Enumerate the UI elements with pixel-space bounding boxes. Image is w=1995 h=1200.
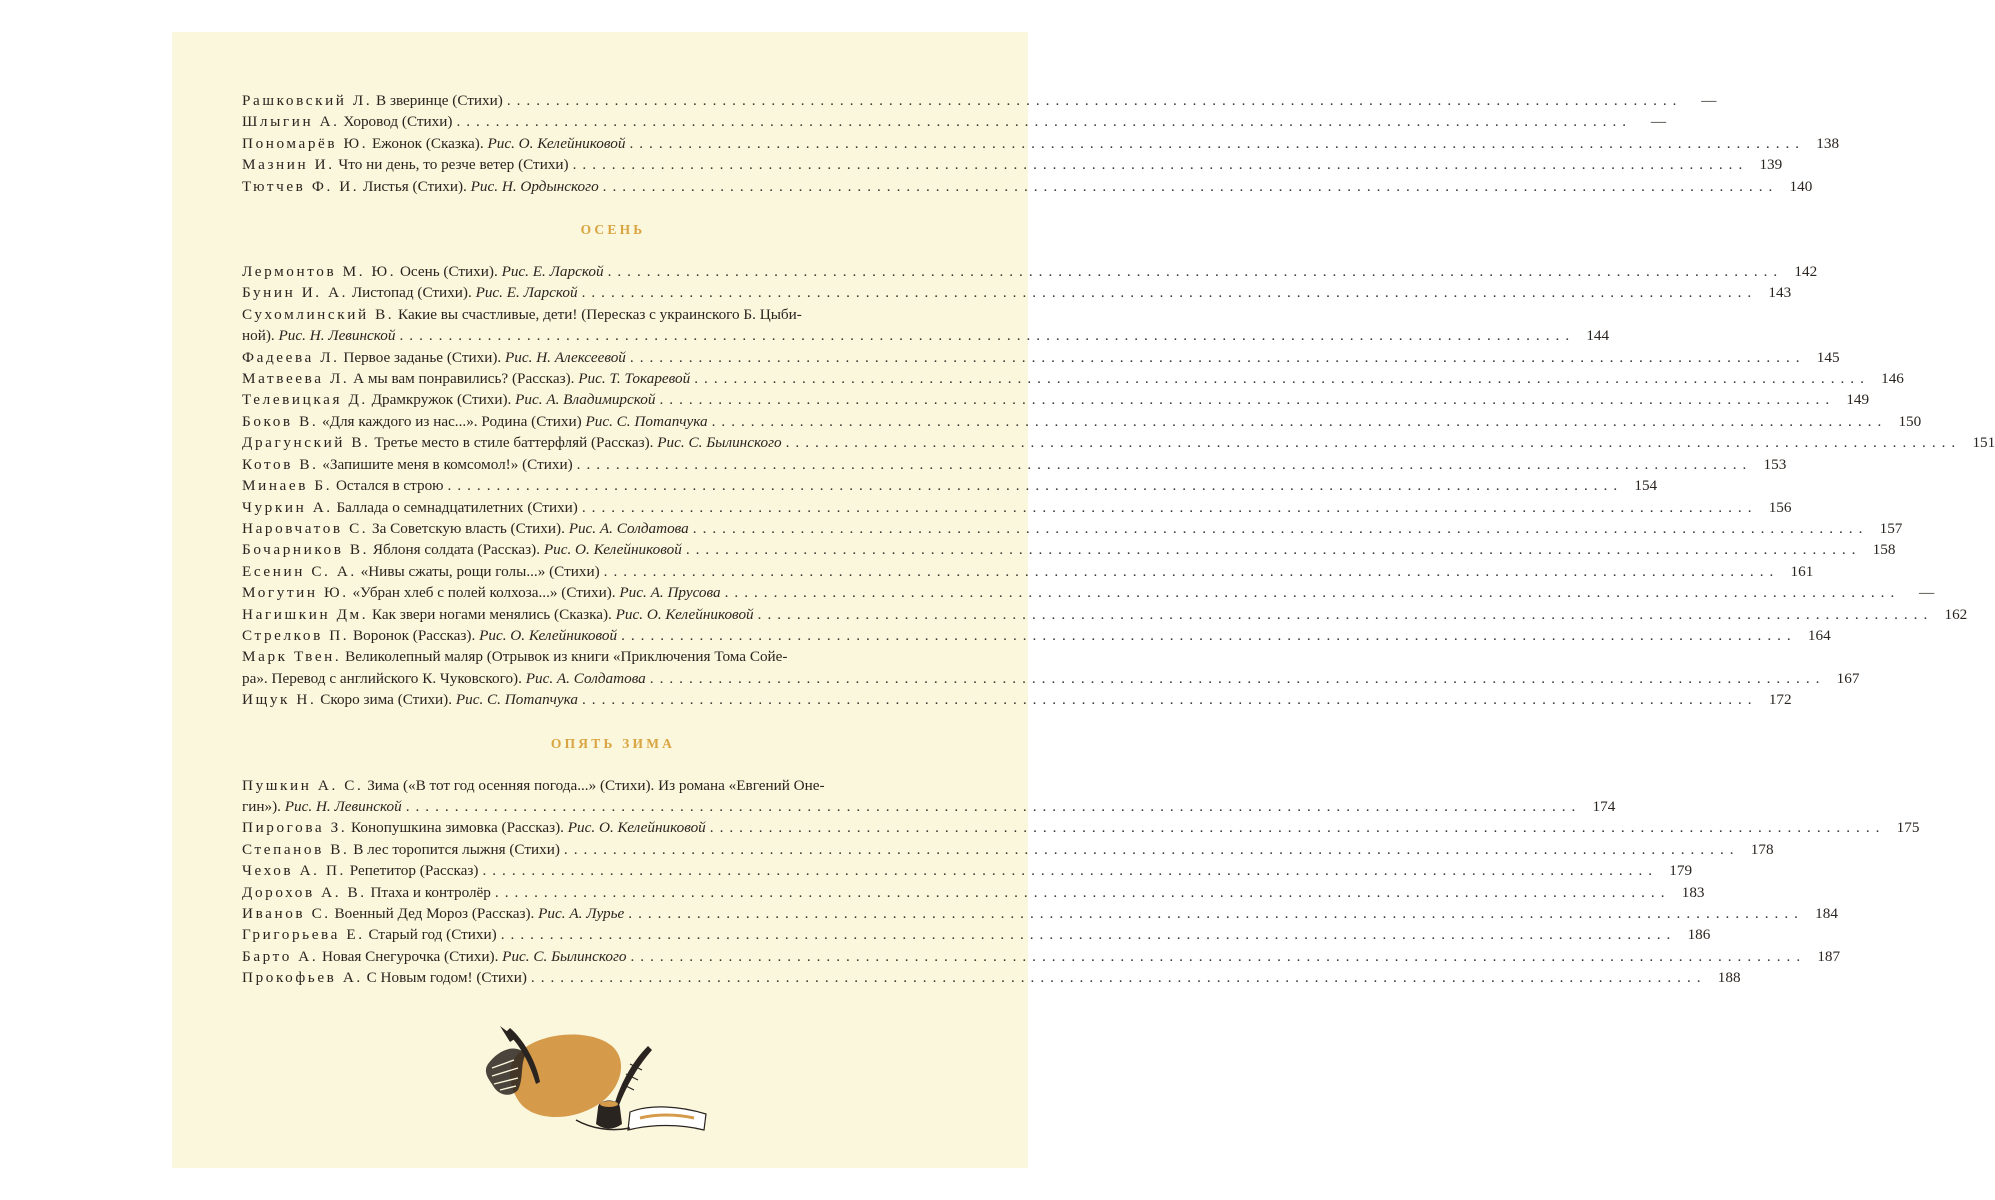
entry-text [242,154,569,175]
entry-page-number: — [1650,113,1667,131]
entry-first-line [242,646,984,667]
entry-line [242,454,1787,475]
entry-author: Рашковский Л. [242,92,373,109]
entry-line [242,411,1922,432]
leader-dots: ........................................................................................................................ [581,284,1758,302]
entry-credit: Рис. С. Потапчука [585,412,708,430]
entry-credit: Рис. А. Солдатова [525,669,646,687]
entry-line [242,176,1813,197]
entry-line [242,882,1705,903]
leader-dots: ........................................................................................................................ [659,391,1836,409]
entry-title-part2: гин»). [242,797,285,815]
leader-dots: ........................................................................................................................ [649,669,1826,687]
book-page [172,32,1995,1168]
entry-page-number: 164 [1807,626,1831,644]
leader-dots: ........................................................................................................................ [602,177,1779,195]
leader-dots: ........................................................................................................................ [692,519,1869,537]
entry-author: Прокофьев А. [242,969,363,987]
entry-line [242,389,1870,410]
entry-page-number: 150 [1898,412,1922,430]
toc-entry[interactable] [242,454,1787,475]
entry-page-number: 153 [1763,455,1787,473]
entry-credit: Рис. А. Владимирской [515,391,656,409]
leader-dots: ........................................................................................................................ [603,562,1780,580]
entry-title: Первое заданье (Стихи). [339,348,505,366]
toc-entry[interactable] [242,604,1968,625]
entry-text [242,518,689,539]
leader-dots: ........................................................................................................................ [628,905,1804,922]
entry-text [242,839,560,860]
entry-page-number: 178 [1750,840,1774,858]
entry-author: Мазнин И. [242,156,335,174]
entry-page-number: 184 [1815,905,1838,922]
entry-last-line [242,796,1616,817]
quill-inkwell-illustration [480,1024,710,1136]
leader-dots: ........................................................................................................................ [576,455,1753,473]
entry-title: «Запишите меня в комсомол!» (Стихи) [318,455,573,473]
entry-title: Как звери ногами менялись (Сказка). [368,605,616,623]
entry-text [242,604,754,625]
entry-text [242,817,706,838]
entry-page-number: 143 [1768,284,1792,302]
entry-title: «Нивы сжаты, рощи голы...» (Стихи) [356,562,600,580]
entry-title: Репетитор (Рассказ) [345,862,479,880]
entry-last-line [242,325,1610,346]
entry-title: Конопушкина зимовка (Рассказ). [347,819,568,837]
entry-author: Котов В. [242,455,319,473]
leader-dots: ........................................................................................................................ [530,969,1707,987]
entry-title: В лес торопится лыжня (Стихи) [349,840,560,858]
toc-entry[interactable] [242,411,1922,432]
toc-entry[interactable] [242,154,1783,175]
entry-first-line [242,304,984,325]
entry-page-number: 138 [1816,134,1840,152]
leader-dots: ........................................................................................................................ [506,92,1683,109]
entry-credit: Рис. Е. Ларской [501,263,604,281]
entry-page-number: 157 [1879,519,1903,537]
entry-line [242,625,1831,646]
entry-page-number: — [1919,584,1935,602]
entry-title: Остался в строю [332,477,444,495]
entry-credit: Рис. О. Келейниковой [567,819,706,837]
entry-author: Могутин Ю. [242,584,349,602]
entry-text [242,668,646,689]
entry-author: Нагишкин Дм. [242,605,369,623]
entry-author: Пушкин А. С. [242,776,364,794]
leader-dots: ........................................................................................................................ [399,327,1576,345]
entry-credit: Рис. С. Былинского [657,434,782,452]
toc-entry[interactable] [242,133,1840,154]
section-heading: ОПЯТЬ ЗИМА [550,735,676,751]
entry-title: За Советскую власть (Стихи). [368,519,569,537]
toc-entry[interactable] [242,582,1935,603]
toc-entry[interactable] [242,347,1840,368]
toc-entry[interactable] [242,111,1667,132]
entry-title: А мы вам понравились? (Рассказ). [349,370,579,388]
toc-entry[interactable] [242,282,1792,303]
toc-entry[interactable] [242,561,1814,582]
leader-dots: ........................................................................................................................ [581,691,1758,709]
toc-entry[interactable] [242,304,1610,347]
leader-dots: ........................................................................................................................ [607,263,1784,281]
entry-author: Матвеева Л. [242,370,350,388]
entry-author: Телевицкая Д. [242,391,368,409]
leader-dots: ........................................................................................................................ [563,840,1740,858]
entry-page-number: 188 [1717,969,1741,987]
entry-text [242,347,626,368]
entry-text [242,475,444,496]
entry-text [242,582,721,603]
entry-page-number: 186 [1687,926,1711,944]
entry-author: Тютчев Ф. И. [242,177,360,195]
toc-entry[interactable] [242,90,1717,111]
entry-author: Бунин И. А. [242,284,349,302]
entry-author: Минаев Б. [242,477,333,495]
leader-dots: ........................................................................................................................ [572,156,1749,174]
entry-author: Стрелков П. [242,626,350,644]
entry-title-part2: ной). [242,327,279,345]
entry-text [242,282,578,303]
entry-page-number: 158 [1872,541,1896,559]
entry-page-number: 140 [1789,177,1813,195]
entry-credit: Рис. Н. Алексеевой [504,348,626,366]
toc-entry[interactable] [242,860,1693,881]
entry-text [242,325,395,346]
table-of-contents [242,90,1995,989]
entry-page-number: 139 [1759,156,1783,174]
entry-title-part1: Зима («В тот год осенняя погода...» (Стихи). Из романа «Евгений Оне- [363,776,825,794]
entry-author: Драгунский В. [242,434,371,452]
entry-line [242,432,1995,453]
entry-text [242,454,573,475]
entry-author: Чехов А. П. [242,862,346,880]
entry-title: Новая Снегурочка (Стихи). [318,947,503,965]
entry-line [242,539,1896,560]
open-book-icon [628,1107,706,1130]
toc-entry[interactable] [242,539,1896,560]
entry-credit: Рис. Т. Токаревой [578,370,691,388]
entry-title: В зверинце (Стихи) [372,92,503,109]
entry-text [242,625,617,646]
entry-page-number: 146 [1881,370,1904,388]
entry-title: С Новым годом! (Стихи) [362,969,527,987]
toc-entry[interactable] [242,497,1792,518]
entry-line [242,967,1741,988]
entry-credit: Рис. О. Келейниковой [543,541,682,559]
entry-line [242,111,1667,132]
section-heading: ОСЕНЬ [580,222,646,238]
entry-title: Птаха и контролёр [366,883,491,901]
toc-entry[interactable] [242,368,1904,389]
entry-title-part1: Какие вы счастливые, дети! (Пересказ с украинского Б. Цыби- [394,305,802,323]
entry-page-number: 175 [1896,819,1920,837]
leader-dots: ........................................................................................................................ [709,819,1886,837]
entry-page-number: 172 [1768,691,1792,709]
section-spacer [242,241,984,261]
entry-line [242,518,1903,539]
leader-dots: ........................................................................................................................ [757,605,1934,623]
toc-entry[interactable] [242,475,1658,496]
entry-title: Баллада о семнадцатилетних (Стихи) [332,498,578,516]
leader-dots: ........................................................................................................................ [456,113,1633,131]
section-spacer [242,711,984,733]
entry-title: Старый год (Стихи) [364,926,497,944]
entry-credit: Рис. Н. Левинской [284,797,402,815]
entry-text [242,497,578,518]
toc-entry[interactable] [242,903,1838,924]
toc-entry[interactable] [242,924,1711,945]
entry-line [242,839,1774,860]
entry-line [242,689,1792,710]
entry-text [242,882,491,903]
entry-text [242,796,402,817]
entry-line [242,604,1968,625]
entry-page-number: 179 [1669,862,1693,880]
toc-entry[interactable] [242,261,1818,282]
leader-dots: ........................................................................................................................ [447,477,1624,495]
entry-line [242,347,1840,368]
entry-page-number: 162 [1944,605,1968,623]
entry-text [242,111,452,132]
entry-title: «Убран хлеб с полей колхоза...» (Стихи). [348,584,620,602]
entry-author: Боков В. [242,412,319,430]
leader-dots: ........................................................................................................................ [494,883,1671,901]
entry-author: Иванов С. [242,905,331,922]
entry-last-line [242,668,1860,689]
entry-text [242,689,578,710]
entry-line [242,903,1838,924]
entry-line [242,924,1711,945]
leader-dots: ........................................................................................................................ [482,862,1659,880]
entry-text [242,368,690,389]
entry-author: Сухомлинский В. [242,305,395,323]
entry-text [242,860,478,881]
section-spacer [242,755,984,775]
leader-dots: ........................................................................................................................ [685,541,1862,559]
entry-line [242,154,1783,175]
leader-dots: ........................................................................................................................ [405,797,1582,815]
entry-page-number: — [1701,92,1717,109]
toc-entry[interactable] [242,689,1792,710]
entry-text [242,903,624,924]
toc-entry[interactable] [242,646,1860,689]
entry-author: Ищук Н. [242,691,317,709]
entry-title: «Для каждого из нас...». Родина (Стихи) [318,412,586,430]
entry-credit: Рис. О. Келейниковой [479,626,618,644]
entry-author: Дорохов А. В. [242,883,367,901]
entry-credit: Рис. Е. Ларской [475,284,578,302]
entry-first-line [242,775,984,796]
entry-credit: Рис. С. Потапчука [455,691,578,709]
entry-credit: Рис. Н. Ордынского [470,177,599,195]
section-spacer [242,197,984,219]
entry-page-number: 144 [1586,327,1610,345]
entry-page-number: 145 [1816,348,1840,366]
toc-entry[interactable] [242,625,1831,646]
entry-title: Яблоня солдата (Рассказ). [369,541,544,559]
entry-text [242,411,708,432]
entry-text [242,389,655,410]
entry-author: Лермонтов М. Ю. [242,263,397,281]
leader-dots: ........................................................................................................................ [621,626,1797,644]
entry-line [242,860,1693,881]
entry-title: Третье место в стиле баттерфляй (Рассказ). [370,434,658,452]
toc-entry[interactable] [242,176,1813,197]
toc-entry[interactable] [242,817,1920,838]
leader-dots: ........................................................................................................................ [630,947,1807,965]
entry-author: Марк Твен. [242,648,342,666]
entry-line [242,368,1904,389]
entry-credit: Рис. Н. Левинской [278,327,396,345]
entry-title: Воронок (Рассказ). [349,626,480,644]
entry-text [242,967,527,988]
entry-credit: Рис. А. Лурье [538,905,625,922]
toc-entry[interactable] [242,432,1995,453]
entry-page-number: 187 [1817,947,1841,965]
entry-title-part2: ра». Перевод с английского К. Чуковского). [242,669,526,687]
entry-credit: Рис. О. Келейниковой [487,134,626,152]
toc-entry[interactable] [242,882,1705,903]
leader-dots: ........................................................................................................................ [581,498,1758,516]
entry-title: Осень (Стихи). [396,263,502,281]
entry-title-part1: Великолепный маляр (Отрывок из книги «Приключения Тома Сойе- [341,648,788,666]
toc-entry[interactable] [242,775,1616,818]
entry-title: Ежонок (Сказка). [368,134,488,152]
entry-title: Листья (Стихи). [359,177,471,195]
toc-entry[interactable] [242,967,1741,988]
entry-text [242,90,503,111]
entry-author: Бочарников В. [242,541,370,559]
entry-title: Что ни день, то резче ветер (Стихи) [334,156,569,174]
leader-dots: ........................................................................................................................ [785,434,1962,452]
entry-author: Фадеева Л. [242,348,340,366]
entry-title: Листопад (Стихи). [348,284,476,302]
entry-title: Драмкружок (Стихи). [367,391,516,409]
entry-line [242,133,1840,154]
entry-text [242,539,682,560]
entry-line [242,261,1818,282]
entry-title: Скоро зима (Стихи). [316,691,456,709]
entry-text [242,133,625,154]
leader-dots: ........................................................................................................................ [694,370,1870,388]
entry-line [242,561,1814,582]
entry-credit: Рис. А. Прусова [619,584,721,602]
entry-title: Хоровод (Стихи) [339,113,453,131]
entry-text [242,261,604,282]
entry-line [242,282,1792,303]
entry-author: Шлыгин А. [242,113,340,131]
entry-credit: Рис. А. Солдатова [568,519,689,537]
entry-author: Григорьева Е. [242,926,365,944]
entry-text [242,432,782,453]
entry-line [242,90,1717,111]
entry-author: Есенин С. А. [242,562,357,580]
entry-author: Степанов В. [242,840,350,858]
entry-author: Наровчатов С. [242,519,369,537]
entry-author: Чуркин А. [242,498,333,516]
entry-line [242,817,1920,838]
entry-text [242,946,626,967]
leader-dots: ........................................................................................................................ [500,926,1677,944]
entry-credit: Рис. С. Былинского [502,947,627,965]
entry-text [242,176,599,197]
entry-page-number: 142 [1794,263,1818,281]
leader-dots: ........................................................................................................................ [629,348,1806,366]
entry-credit: Рис. О. Келейниковой [615,605,754,623]
entry-title: Военный Дед Мороз (Рассказ). [330,905,539,922]
entry-page-number: 154 [1634,477,1658,495]
toc-entry[interactable] [242,389,1870,410]
leader-dots: ........................................................................................................................ [629,134,1806,152]
entry-line [242,582,1935,603]
entry-author: Пирогова З. [242,819,348,837]
toc-entry[interactable] [242,839,1774,860]
entry-text [242,561,600,582]
leader-dots: ........................................................................................................................ [711,412,1888,430]
entry-page-number: 151 [1972,434,1995,452]
entry-text [242,924,497,945]
entry-page-number: 149 [1846,391,1870,409]
entry-line [242,497,1792,518]
entry-page-number: 156 [1768,498,1792,516]
entry-line [242,475,1658,496]
entry-page-number: 183 [1681,883,1705,901]
toc-entry[interactable] [242,518,1903,539]
entry-author: Барто А. [242,947,319,965]
leader-dots: ........................................................................................................................ [724,584,1901,602]
entry-line [242,946,1841,967]
entry-author: Пономарёв Ю. [242,134,369,152]
entry-page-number: 167 [1836,669,1860,687]
toc-entry[interactable] [242,946,1841,967]
entry-page-number: 174 [1592,797,1616,815]
entry-page-number: 161 [1790,562,1814,580]
